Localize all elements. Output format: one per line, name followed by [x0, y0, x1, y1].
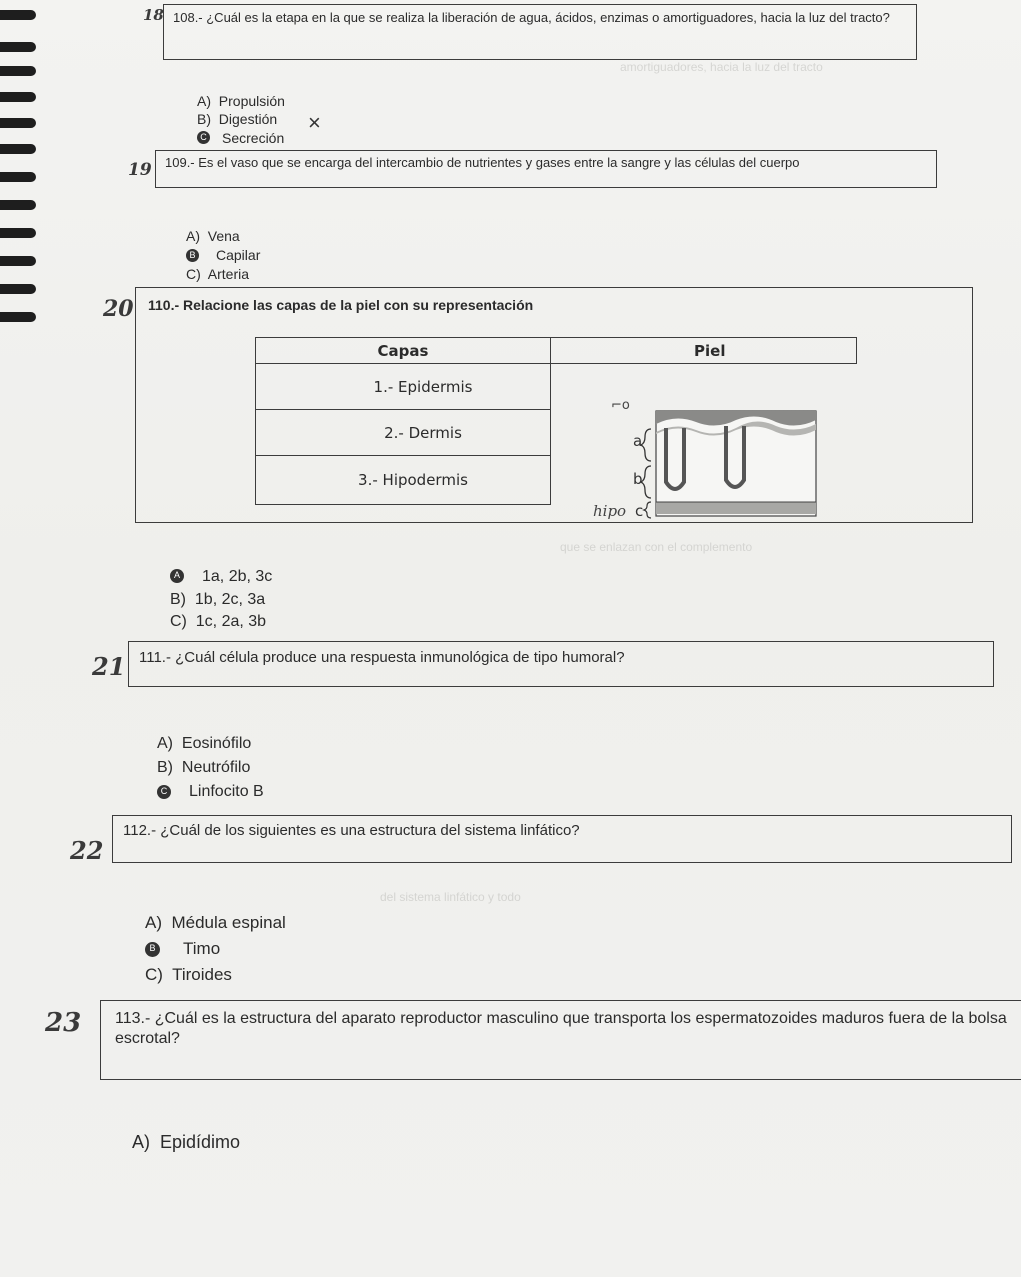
answer-bubble-b[interactable]: B [186, 249, 199, 262]
answer-bubble-b[interactable]: B [145, 942, 160, 957]
question-108 [163, 4, 917, 60]
option-a[interactable]: A) Eosinófilo [157, 735, 252, 752]
layer-row: 1.- Epidermis [256, 364, 551, 410]
hand-number: 20 [103, 296, 134, 322]
question-text: 112.- ¿Cuál de los siguientes es una estructura del sistema linfático? [123, 822, 580, 839]
column-header-capas: Capas [256, 338, 551, 364]
layer-row: 3.- Hipodermis [256, 456, 551, 504]
answer-bubble-c[interactable]: C [197, 131, 210, 144]
question-text: 111.- ¿Cuál célula produce una respuesta inmunológica de tipo humoral? [139, 649, 625, 666]
answer-bubble-a[interactable]: A [170, 569, 184, 583]
label-b: b [633, 470, 643, 488]
option-a[interactable]: A) Epidídimo [132, 1132, 241, 1152]
question-111 [128, 641, 994, 687]
option-a[interactable]: A) Médula espinal [145, 913, 286, 932]
skin-diagram [551, 364, 856, 520]
hand-number: 21 [92, 652, 126, 681]
question-112 [112, 815, 1012, 863]
question-109 [155, 150, 937, 188]
hand-number: 22 [70, 836, 104, 865]
answer-bubble-c[interactable]: C [157, 785, 171, 799]
option-b-label[interactable]: Capilar [216, 247, 261, 263]
exam-page: amortiguadores, hacia la luz del tracto que se enlazan con el complemento del sistema linfático y todo 18 108.- ¿Cuál es la etapa en la que se realiza la liberación de agua, ácidos, enzimas o amortiguadores, hacia la luz del tracto? A) Propulsión B) Digestión × C Secreción 19 109.- Es el vaso que se encarga del intercambio de nutrientes y gases entre la sangre y las células del cuerpo A) Vena B Capilar C) Arteria 20 110.- Relacione las capas de la piel con su representación Capas Piel 1.- Epidermis ⌐o a b hipo c 2.- Dermis 3.- Hipodermis A 1a, 2b, 3c B) 1b, 2c, 3a C) 1c, 2a, 3b 21 111.- ¿Cuál célula produce una respuesta inmunológica de tipo humoral? A) Eosinófilo B) Neutrófilo C Linfocito B 22 112.- ¿Cuál de los siguientes es una estructura del sistema linfático? A) Médula espinal B Timo C) Tiroides 23 113.- ¿Cuál es la estructura del aparato reproductor masculino que transporta los espermatozoides maduros fuera de la bolsa escrotal? A) Epidídimo [0, 0, 1021, 1277]
question-text: 109.- Es el vaso que se encarga del intercambio de nutrientes y gases entre la sangre y las células del cuerpo [165, 155, 800, 170]
column-header-piel: Piel [551, 338, 857, 364]
option-c[interactable]: C) 1c, 2a, 3b [170, 613, 267, 630]
question-text: 113.- ¿Cuál es la estructura del aparato reproductor masculino que transporta los espermatozoides maduros fuera de la bolsa escrotal? [115, 1010, 1007, 1047]
option-a[interactable]: A) Propulsión [197, 93, 285, 109]
skin-diagram-cell [551, 364, 857, 520]
option-b-label[interactable]: Timo [183, 939, 221, 958]
option-b[interactable]: B) 1b, 2c, 3a [170, 591, 266, 608]
question-text: 110.- Relacione las capas de la piel con su representación [148, 297, 534, 313]
option-c-label[interactable]: Linfocito B [189, 783, 264, 800]
question-text: 108.- ¿Cuál es la etapa en la que se realiza la liberación de agua, ácidos, enzimas o amortiguadores, hacia la luz del tracto? [173, 10, 890, 25]
option-a-label[interactable]: 1a, 2b, 3c [202, 568, 273, 585]
hand-number: 19 [128, 160, 152, 180]
hand-label: hipo [593, 502, 627, 520]
option-b[interactable]: B) Neutrófilo [157, 759, 251, 776]
question-113 [100, 1000, 1021, 1080]
option-c[interactable]: C) Tiroides [145, 965, 232, 984]
option-c-label[interactable]: Secreción [222, 130, 285, 146]
matching-table [255, 337, 857, 520]
hand-number: 18 [143, 6, 164, 24]
option-c[interactable]: C) Arteria [186, 266, 250, 282]
label-c: c [635, 502, 644, 520]
option-b[interactable]: B) Digestión [197, 111, 278, 127]
svg-text:⌐o: ⌐o [611, 398, 630, 413]
layer-row: 2.- Dermis [256, 410, 551, 456]
label-a: a [633, 432, 643, 450]
spiral-binding [0, 0, 40, 340]
cross-mark: × [308, 110, 321, 135]
hand-number: 23 [45, 1008, 82, 1038]
option-a[interactable]: A) Vena [186, 228, 240, 244]
